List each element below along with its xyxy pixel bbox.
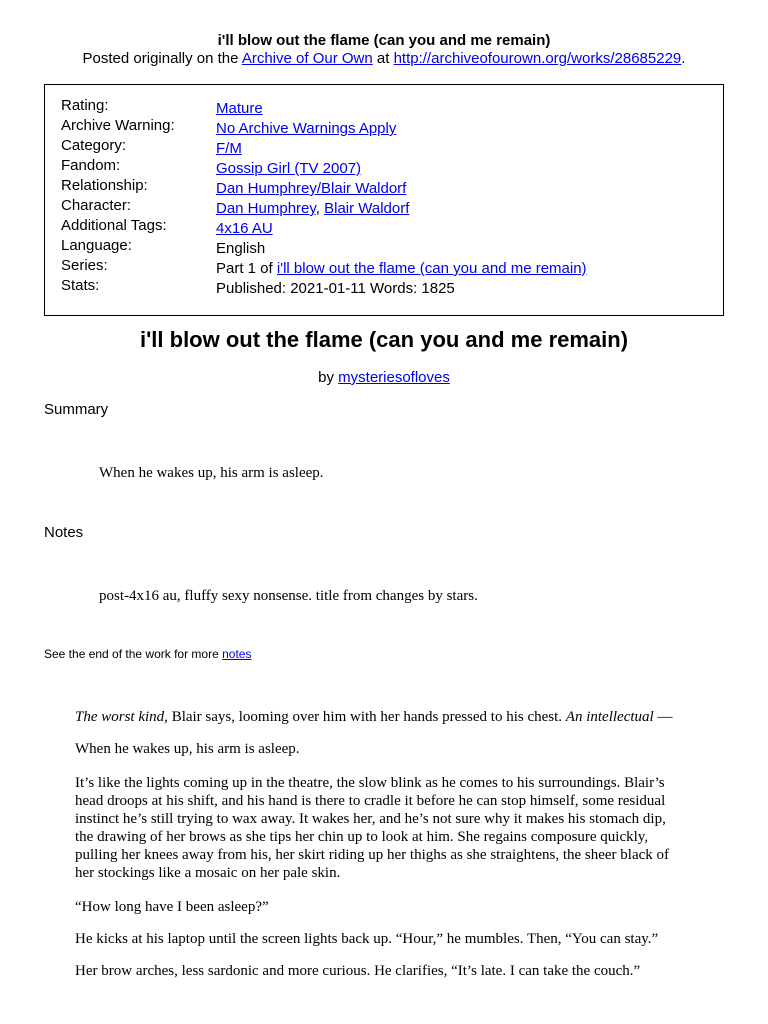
posted-period: .	[681, 50, 686, 67]
body-paragraph-5: He kicks at his laptop until the screen lights back up. “Hour,” he mumbles. Then, “You can stay.”	[75, 931, 659, 947]
category-link[interactable]: F/M	[216, 140, 242, 157]
meta-row-relationship	[45, 179, 723, 199]
meta-row-warning	[45, 119, 723, 139]
metadata-box	[44, 84, 724, 316]
series-link[interactable]: i'll blow out the flame (can you and me remain)	[276, 260, 587, 277]
header-title: i'll blow out the flame (can you and me remain)	[217, 32, 551, 49]
body-paragraph-3-line-2: head droops at his shift, and his hand is there to cradle it before he can stop himself, some residual	[75, 793, 666, 809]
tags-link[interactable]: 4x16 AU	[216, 220, 273, 237]
category-label: Category:	[61, 137, 127, 154]
posted-at: at	[372, 50, 394, 67]
meta-row-stats	[45, 279, 723, 299]
language-value: English	[216, 240, 266, 257]
author-link[interactable]: mysteriesofloves	[338, 369, 450, 386]
tags-label: Additional Tags:	[61, 217, 167, 234]
meta-row-tags	[45, 219, 723, 239]
warning-link[interactable]: No Archive Warnings Apply	[216, 120, 397, 137]
stats-value: Published: 2021-01-11 Words: 1825	[216, 280, 455, 297]
body-p1-italic-b: An intellectual	[565, 709, 654, 725]
notes-heading: Notes	[44, 524, 84, 541]
body-paragraph-6: Her brow arches, less sardonic and more curious. He clarifies, “It’s late. I can take the couch.”	[75, 963, 641, 979]
archive-link[interactable]: Archive of Our Own	[241, 50, 373, 67]
series-label: Series:	[61, 257, 108, 274]
rating-label: Rating:	[61, 97, 109, 114]
warning-label: Archive Warning:	[61, 117, 175, 134]
character-label: Character:	[61, 197, 132, 214]
body-p1-italic-a: The worst kind,	[75, 709, 168, 725]
work-url-link[interactable]: http://archiveofourown.org/works/28685229	[393, 50, 682, 67]
body-p1-end: —	[653, 709, 673, 725]
relationship-link[interactable]: Dan Humphrey/Blair Waldorf	[216, 180, 407, 197]
body-paragraph-2: When he wakes up, his arm is asleep.	[75, 741, 300, 757]
body-paragraph-3-line-6: her stockings like a mosaic on her pale skin.	[75, 865, 341, 881]
relationship-label: Relationship:	[61, 177, 148, 194]
summary-heading: Summary	[44, 401, 109, 418]
body-paragraph-1	[75, 708, 715, 726]
see-end-note	[44, 647, 251, 661]
byline	[0, 369, 768, 386]
stats-label: Stats:	[61, 277, 100, 294]
posted-line	[0, 50, 768, 67]
body-p1-mid: Blair says, looming over him with her hands pressed to his chest.	[167, 709, 566, 725]
series-prefix: Part 1 of	[216, 260, 277, 277]
fandom-link[interactable]: Gossip Girl (TV 2007)	[216, 160, 362, 177]
byline-by: by	[318, 369, 339, 386]
meta-row-series	[45, 259, 723, 279]
fandom-label: Fandom:	[61, 157, 121, 174]
body-paragraph-3-line-1: It’s like the lights coming up in the theatre, the slow blink as he comes to his surroundings. Blair’s	[75, 775, 665, 791]
end-notes-link[interactable]: notes	[222, 647, 252, 661]
posted-prefix: Posted originally on the	[82, 50, 242, 67]
body-paragraph-4: “How long have I been asleep?”	[75, 899, 269, 915]
summary-text: When he wakes up, his arm is asleep.	[99, 465, 324, 481]
language-label: Language:	[61, 237, 132, 254]
body-paragraph-3-line-3: instinct he’s still trying to wax away. It wakes her, and he’s not sure why it makes his stomach dip,	[75, 811, 666, 827]
character-link-blair[interactable]: Blair Waldorf	[324, 200, 410, 217]
character-link-dan[interactable]: Dan Humphrey	[216, 200, 316, 217]
notes-text: post-4x16 au, fluffy sexy nonsense. title from changes by stars.	[99, 588, 478, 604]
meta-row-category	[45, 139, 723, 159]
rating-link[interactable]: Mature	[216, 100, 263, 117]
body-paragraph-3-line-4: the drawing of her brows as she tips her chin up to look at him. She regains composure quickly,	[75, 829, 649, 845]
see-end-text: See the end of the work for more	[44, 647, 223, 661]
work-title: i'll blow out the flame (can you and me remain)	[139, 327, 629, 352]
body-paragraph-3-line-5: pulling her knees away from his, her skirt riding up her thighs as she straightens, the sheer black of	[75, 847, 670, 863]
character-separator: ,	[315, 200, 325, 217]
meta-row-language	[45, 239, 723, 259]
